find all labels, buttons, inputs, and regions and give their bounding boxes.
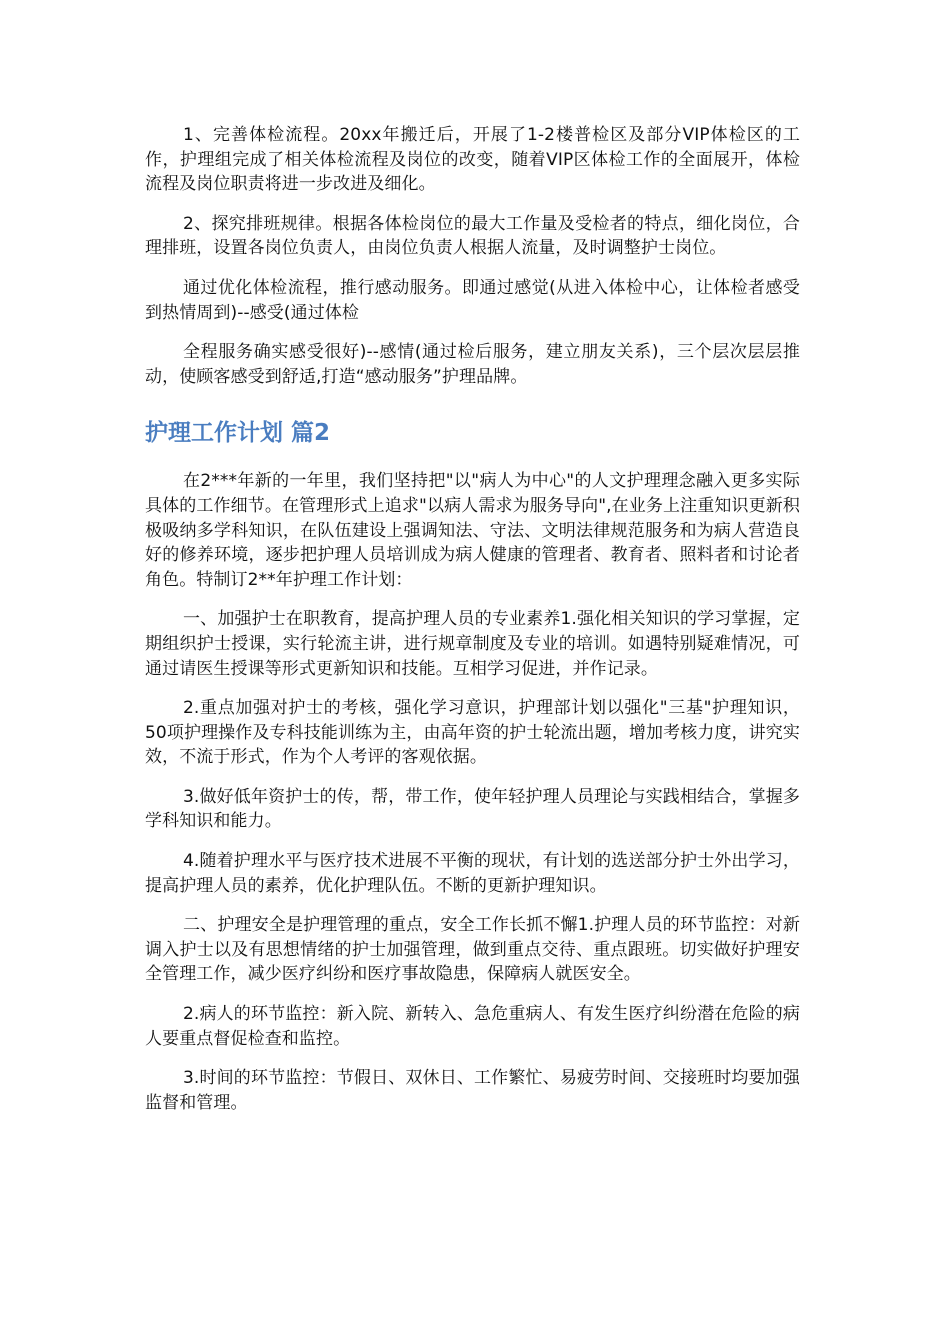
paragraph: 2.重点加强对护士的考核，强化学习意识，护理部计划以强化"三基"护理知识，50项护理操作及专科技能训练为主，由高年资的护士轮流出题，增加考核力度，讲究实效，不流于形式，作为个人考评的客观依据。 xyxy=(145,698,800,768)
paragraph: 1、完善体检流程。20xx年搬迁后，开展了1-2楼普检区及部分VIP体检区的工作，护理组完成了相关体检流程及岗位的改变，随着VIP区体检工作的全面展开，体检流程及岗位职责将进一步改进及细化。 xyxy=(145,125,800,195)
paragraph: 二、护理安全是护理管理的重点，安全工作长抓不懈1.护理人员的环节监控：对新调入护士以及有思想情绪的护士加强管理，做到重点交待、重点跟班。切实做好护理安全管理工作，减少医疗纠纷和医疗事故隐患，保障病人就医安全。 xyxy=(145,915,800,985)
paragraph: 2.病人的环节监控：新入院、新转入、急危重病人、有发生医疗纠纷潜在危险的病人要重点督促检查和监控。 xyxy=(145,1004,800,1049)
paragraph: 全程服务确实感受很好)--感情(通过检后服务，建立朋友关系)，三个层次层层推动，使顾客感受到舒适,打造“感动服务”护理品牌。 xyxy=(145,342,800,387)
paragraph: 通过优化体检流程，推行感动服务。即通过感觉(从进入体检中心，让体检者感受到热情周到)--感受(通过体检 xyxy=(145,277,800,323)
paragraph: 一、加强护士在职教育，提高护理人员的专业素养1.强化相关知识的学习掌握，定期组织护士授课，实行轮流主讲，进行规章制度及专业的培训。如遇特别疑难情况，可通过请医生授课等形式更新知识和技能。互相学习促进，并作记录。 xyxy=(145,609,800,679)
paragraph: 3.时间的环节监控：节假日、双休日、工作繁忙、易疲劳时间、交接班时均要加强监督和管理。 xyxy=(145,1068,800,1113)
paragraph: 3.做好低年资护士的传，帮，带工作，使年轻护理人员理论与实践相结合，掌握多学科知识和能力。 xyxy=(145,786,800,832)
section-heading: 护理工作计划 篇2 xyxy=(145,420,331,447)
paragraph: 2、探究排班规律。根据各体检岗位的最大工作量及受检者的特点，细化岗位，合理排班，设置各岗位负责人，由岗位负责人根据人流量，及时调整护士岗位。 xyxy=(145,213,800,259)
paragraph: 在2***年新的一年里，我们坚持把"以"病人为中心"的人文护理理念融入更多实际具体的工作细节。在管理形式上追求"以病人需求为服务导向",在业务上注重知识更新积极吸纳多学科知识，在队伍建设上强调知法、守法、文明法律规范服务和为病人营造良好的修养环境，逐步把护理人员培训成为病人健康的管理者、教育者、照料者和讨论者角色。特制订2**年护理工作计划： xyxy=(145,471,800,590)
paragraph: 4.随着护理水平与医疗技术进展不平衡的现状，有计划的选送部分护士外出学习，提高护理人员的素养，优化护理队伍。不断的更新护理知识。 xyxy=(145,851,800,896)
